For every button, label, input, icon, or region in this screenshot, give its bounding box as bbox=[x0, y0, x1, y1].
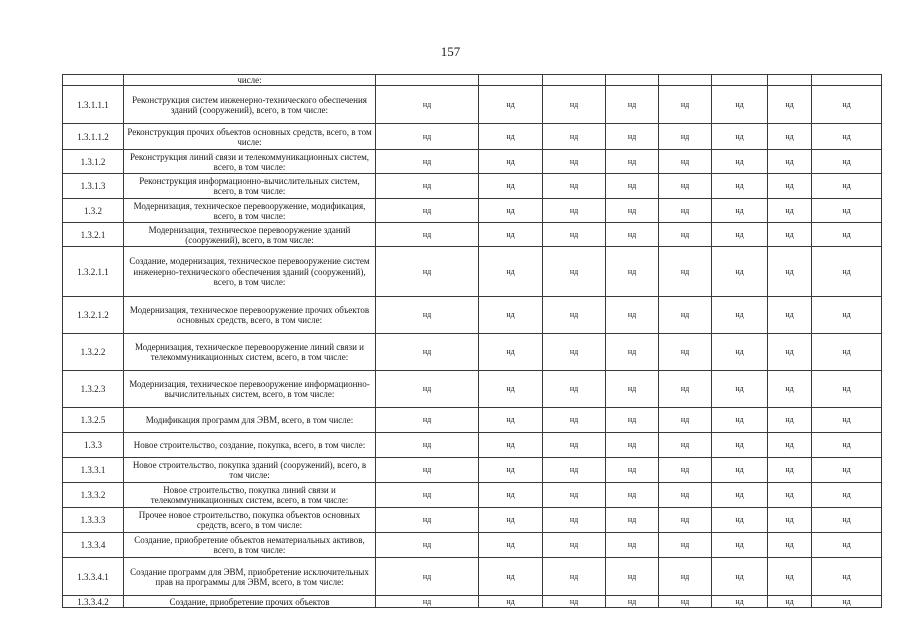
row-value: нд bbox=[543, 247, 606, 297]
row-value bbox=[712, 75, 768, 86]
row-value: нд bbox=[376, 371, 479, 408]
row-description: Модернизация, техническое перевооружение информационно-вычислительных систем, всего, в том числе: bbox=[124, 371, 376, 408]
row-value: нд bbox=[606, 124, 659, 150]
row-value: нд bbox=[768, 334, 812, 371]
row-code: 1.3.2.5 bbox=[63, 408, 124, 433]
row-value: нд bbox=[376, 433, 479, 458]
row-value: нд bbox=[659, 124, 712, 150]
row-value: нд bbox=[768, 86, 812, 124]
row-value: нд bbox=[479, 508, 543, 533]
row-value: нд bbox=[812, 483, 882, 508]
row-value: нд bbox=[768, 596, 812, 608]
row-value: нд bbox=[768, 408, 812, 433]
row-code: 1.3.2.1.2 bbox=[63, 297, 124, 334]
row-value: нд bbox=[543, 150, 606, 174]
row-value: нд bbox=[768, 223, 812, 247]
row-description: Модификация программ для ЭВМ, всего, в том числе: bbox=[124, 408, 376, 433]
row-value: нд bbox=[659, 483, 712, 508]
row-value: нд bbox=[812, 86, 882, 124]
row-value: нд bbox=[479, 86, 543, 124]
row-value: нд bbox=[768, 433, 812, 458]
row-description: Модернизация, техническое перевооружение линий связи и телекоммуникационных систем, всего, в том числе: bbox=[124, 334, 376, 371]
row-description: Создание, приобретение прочих объектов bbox=[124, 596, 376, 608]
row-value: нд bbox=[606, 408, 659, 433]
row-value: нд bbox=[659, 86, 712, 124]
row-value: нд bbox=[543, 596, 606, 608]
row-value: нд bbox=[543, 558, 606, 596]
table-row bbox=[63, 558, 882, 596]
row-value: нд bbox=[376, 558, 479, 596]
row-description: Создание, модернизация, техническое перевооружение систем инженерно-технического обеспечения зданий (сооружений), всего, в том числе: bbox=[124, 247, 376, 297]
row-code: 1.3.3 bbox=[63, 433, 124, 458]
row-value: нд bbox=[712, 247, 768, 297]
row-value: нд bbox=[376, 86, 479, 124]
row-value: нд bbox=[812, 199, 882, 223]
row-value: нд bbox=[659, 533, 712, 558]
row-value: нд bbox=[479, 408, 543, 433]
row-value: нд bbox=[479, 558, 543, 596]
row-value: нд bbox=[606, 334, 659, 371]
row-value: нд bbox=[712, 371, 768, 408]
row-description: Реконструкция линий связи и телекоммуникационных систем, всего, в том числе: bbox=[124, 150, 376, 174]
table-row bbox=[63, 297, 882, 334]
row-value: нд bbox=[659, 150, 712, 174]
table-row bbox=[63, 124, 882, 150]
row-value: нд bbox=[376, 483, 479, 508]
page-number: 157 bbox=[440, 44, 461, 59]
row-value: нд bbox=[812, 558, 882, 596]
row-value: нд bbox=[812, 508, 882, 533]
table-row bbox=[63, 533, 882, 558]
data-table bbox=[62, 74, 882, 608]
table-row bbox=[63, 458, 882, 483]
row-description: Реконструкция систем инженерно-технического обеспечения зданий (сооружений), всего, в том числе: bbox=[124, 86, 376, 124]
row-value: нд bbox=[376, 199, 479, 223]
row-value bbox=[376, 75, 479, 86]
row-value: нд bbox=[606, 199, 659, 223]
row-value: нд bbox=[606, 223, 659, 247]
row-code: 1.3.2 bbox=[63, 199, 124, 223]
row-value: нд bbox=[479, 483, 543, 508]
row-value: нд bbox=[479, 533, 543, 558]
row-value: нд bbox=[659, 433, 712, 458]
table-row bbox=[63, 75, 882, 86]
row-value: нд bbox=[479, 458, 543, 483]
row-value: нд bbox=[543, 223, 606, 247]
row-value: нд bbox=[479, 124, 543, 150]
row-value: нд bbox=[543, 433, 606, 458]
row-value: нд bbox=[659, 458, 712, 483]
row-value: нд bbox=[768, 199, 812, 223]
row-value: нд bbox=[812, 533, 882, 558]
row-value: нд bbox=[606, 247, 659, 297]
row-value: нд bbox=[712, 458, 768, 483]
row-description: числе: bbox=[124, 75, 376, 86]
row-code: 1.3.3.2 bbox=[63, 483, 124, 508]
row-value: нд bbox=[479, 223, 543, 247]
row-value: нд bbox=[768, 558, 812, 596]
row-value: нд bbox=[712, 433, 768, 458]
row-value: нд bbox=[543, 483, 606, 508]
row-value: нд bbox=[659, 174, 712, 199]
row-value: нд bbox=[712, 596, 768, 608]
row-value: нд bbox=[768, 458, 812, 483]
row-value: нд bbox=[479, 174, 543, 199]
table-row bbox=[63, 247, 882, 297]
row-value: нд bbox=[479, 433, 543, 458]
row-code bbox=[63, 75, 124, 86]
row-value: нд bbox=[768, 297, 812, 334]
row-value: нд bbox=[768, 150, 812, 174]
table-row bbox=[63, 150, 882, 174]
row-value bbox=[768, 75, 812, 86]
row-description: Реконструкция информационно-вычислительных систем, всего, в том числе: bbox=[124, 174, 376, 199]
row-code: 1.3.1.1.2 bbox=[63, 124, 124, 150]
row-value: нд bbox=[659, 199, 712, 223]
row-value bbox=[606, 75, 659, 86]
row-code: 1.3.3.4.1 bbox=[63, 558, 124, 596]
row-value: нд bbox=[812, 150, 882, 174]
table-row bbox=[63, 408, 882, 433]
row-value: нд bbox=[812, 124, 882, 150]
row-code: 1.3.2.3 bbox=[63, 371, 124, 408]
row-value: нд bbox=[659, 223, 712, 247]
row-description: Новое строительство, покупка зданий (сооружений), всего, в том числе: bbox=[124, 458, 376, 483]
row-code: 1.3.2.1.1 bbox=[63, 247, 124, 297]
table-row bbox=[63, 596, 882, 608]
row-value: нд bbox=[543, 371, 606, 408]
row-value: нд bbox=[376, 334, 479, 371]
row-value: нд bbox=[768, 247, 812, 297]
row-value: нд bbox=[376, 458, 479, 483]
row-value: нд bbox=[606, 508, 659, 533]
row-value: нд bbox=[812, 458, 882, 483]
row-value: нд bbox=[376, 508, 479, 533]
row-description: Создание программ для ЭВМ, приобретение исключительных прав на программы для ЭВМ, всего, в том числе: bbox=[124, 558, 376, 596]
row-value: нд bbox=[606, 297, 659, 334]
row-value: нд bbox=[812, 247, 882, 297]
row-code: 1.3.2.2 bbox=[63, 334, 124, 371]
row-value: нд bbox=[812, 223, 882, 247]
row-value: нд bbox=[543, 458, 606, 483]
row-value: нд bbox=[812, 596, 882, 608]
row-value: нд bbox=[543, 334, 606, 371]
row-value: нд bbox=[712, 508, 768, 533]
row-description: Новое строительство, создание, покупка, всего, в том числе: bbox=[124, 433, 376, 458]
row-value: нд bbox=[543, 297, 606, 334]
row-code: 1.3.1.2 bbox=[63, 150, 124, 174]
row-value: нд bbox=[712, 533, 768, 558]
row-code: 1.3.1.1.1 bbox=[63, 86, 124, 124]
row-value: нд bbox=[712, 150, 768, 174]
row-value: нд bbox=[543, 124, 606, 150]
row-value: нд bbox=[479, 247, 543, 297]
row-value: нд bbox=[712, 223, 768, 247]
row-value: нд bbox=[543, 86, 606, 124]
row-value: нд bbox=[479, 371, 543, 408]
row-value: нд bbox=[812, 371, 882, 408]
row-value bbox=[812, 75, 882, 86]
row-value: нд bbox=[659, 371, 712, 408]
row-value: нд bbox=[659, 334, 712, 371]
row-value: нд bbox=[659, 596, 712, 608]
row-value: нд bbox=[812, 297, 882, 334]
row-value: нд bbox=[479, 334, 543, 371]
row-value: нд bbox=[768, 508, 812, 533]
row-value: нд bbox=[606, 433, 659, 458]
row-value: нд bbox=[376, 596, 479, 608]
row-value: нд bbox=[712, 86, 768, 124]
row-value: нд bbox=[712, 199, 768, 223]
row-description: Модернизация, техническое перевооружение, модификация, всего, в том числе: bbox=[124, 199, 376, 223]
table-row bbox=[63, 174, 882, 199]
row-description: Модернизация, техническое перевооружение прочих объектов основных средств, всего, в том числе: bbox=[124, 297, 376, 334]
row-value: нд bbox=[659, 247, 712, 297]
row-value: нд bbox=[712, 483, 768, 508]
row-description: Создание, приобретение объектов нематериальных активов, всего, в том числе: bbox=[124, 533, 376, 558]
row-value: нд bbox=[812, 174, 882, 199]
row-value: нд bbox=[659, 508, 712, 533]
row-value: нд bbox=[812, 433, 882, 458]
row-code: 1.3.1.3 bbox=[63, 174, 124, 199]
table-row bbox=[63, 86, 882, 124]
row-value: нд bbox=[479, 150, 543, 174]
row-value: нд bbox=[768, 483, 812, 508]
row-value: нд bbox=[768, 174, 812, 199]
row-value: нд bbox=[543, 508, 606, 533]
row-value: нд bbox=[712, 334, 768, 371]
table-row bbox=[63, 483, 882, 508]
row-description: Прочее новое строительство, покупка объектов основных средств, всего, в том числе: bbox=[124, 508, 376, 533]
row-value: нд bbox=[659, 558, 712, 596]
row-value: нд bbox=[479, 596, 543, 608]
row-value: нд bbox=[659, 297, 712, 334]
row-value: нд bbox=[543, 408, 606, 433]
row-value: нд bbox=[768, 533, 812, 558]
row-value: нд bbox=[376, 124, 479, 150]
row-value: нд bbox=[376, 297, 479, 334]
row-value: нд bbox=[712, 408, 768, 433]
row-value: нд bbox=[712, 124, 768, 150]
row-value: нд bbox=[812, 334, 882, 371]
row-value: нд bbox=[479, 199, 543, 223]
row-value: нд bbox=[606, 533, 659, 558]
table-row bbox=[63, 508, 882, 533]
row-value: нд bbox=[543, 199, 606, 223]
row-value: нд bbox=[376, 408, 479, 433]
row-value bbox=[479, 75, 543, 86]
row-value: нд bbox=[376, 533, 479, 558]
row-description: Новое строительство, покупка линий связи и телекоммуникационных систем, всего, в том числе: bbox=[124, 483, 376, 508]
row-value: нд bbox=[376, 174, 479, 199]
row-value: нд bbox=[812, 408, 882, 433]
row-code: 1.3.3.4.2 bbox=[63, 596, 124, 608]
row-value: нд bbox=[606, 86, 659, 124]
row-value: нд bbox=[606, 483, 659, 508]
table-row bbox=[63, 223, 882, 247]
row-code: 1.3.2.1 bbox=[63, 223, 124, 247]
row-value: нд bbox=[768, 371, 812, 408]
table-row bbox=[63, 199, 882, 223]
row-code: 1.3.3.1 bbox=[63, 458, 124, 483]
table-row bbox=[63, 334, 882, 371]
row-value: нд bbox=[712, 174, 768, 199]
row-value: нд bbox=[376, 150, 479, 174]
row-value: нд bbox=[606, 174, 659, 199]
row-value bbox=[543, 75, 606, 86]
row-value: нд bbox=[606, 150, 659, 174]
table-row bbox=[63, 433, 882, 458]
row-value: нд bbox=[712, 297, 768, 334]
row-value: нд bbox=[606, 458, 659, 483]
row-value: нд bbox=[479, 297, 543, 334]
table-row bbox=[63, 371, 882, 408]
row-value: нд bbox=[606, 371, 659, 408]
row-code: 1.3.3.4 bbox=[63, 533, 124, 558]
row-code: 1.3.3.3 bbox=[63, 508, 124, 533]
table-body bbox=[63, 75, 882, 608]
row-value bbox=[659, 75, 712, 86]
row-value: нд bbox=[606, 596, 659, 608]
row-value: нд bbox=[659, 408, 712, 433]
row-value: нд bbox=[376, 247, 479, 297]
row-value: нд bbox=[543, 174, 606, 199]
row-value: нд bbox=[543, 533, 606, 558]
row-description: Реконструкция прочих объектов основных средств, всего, в том числе: bbox=[124, 124, 376, 150]
row-value: нд bbox=[606, 558, 659, 596]
row-value: нд bbox=[376, 223, 479, 247]
row-value: нд bbox=[768, 124, 812, 150]
row-value: нд bbox=[712, 558, 768, 596]
row-description: Модернизация, техническое перевооружение зданий (сооружений), всего, в том числе: bbox=[124, 223, 376, 247]
